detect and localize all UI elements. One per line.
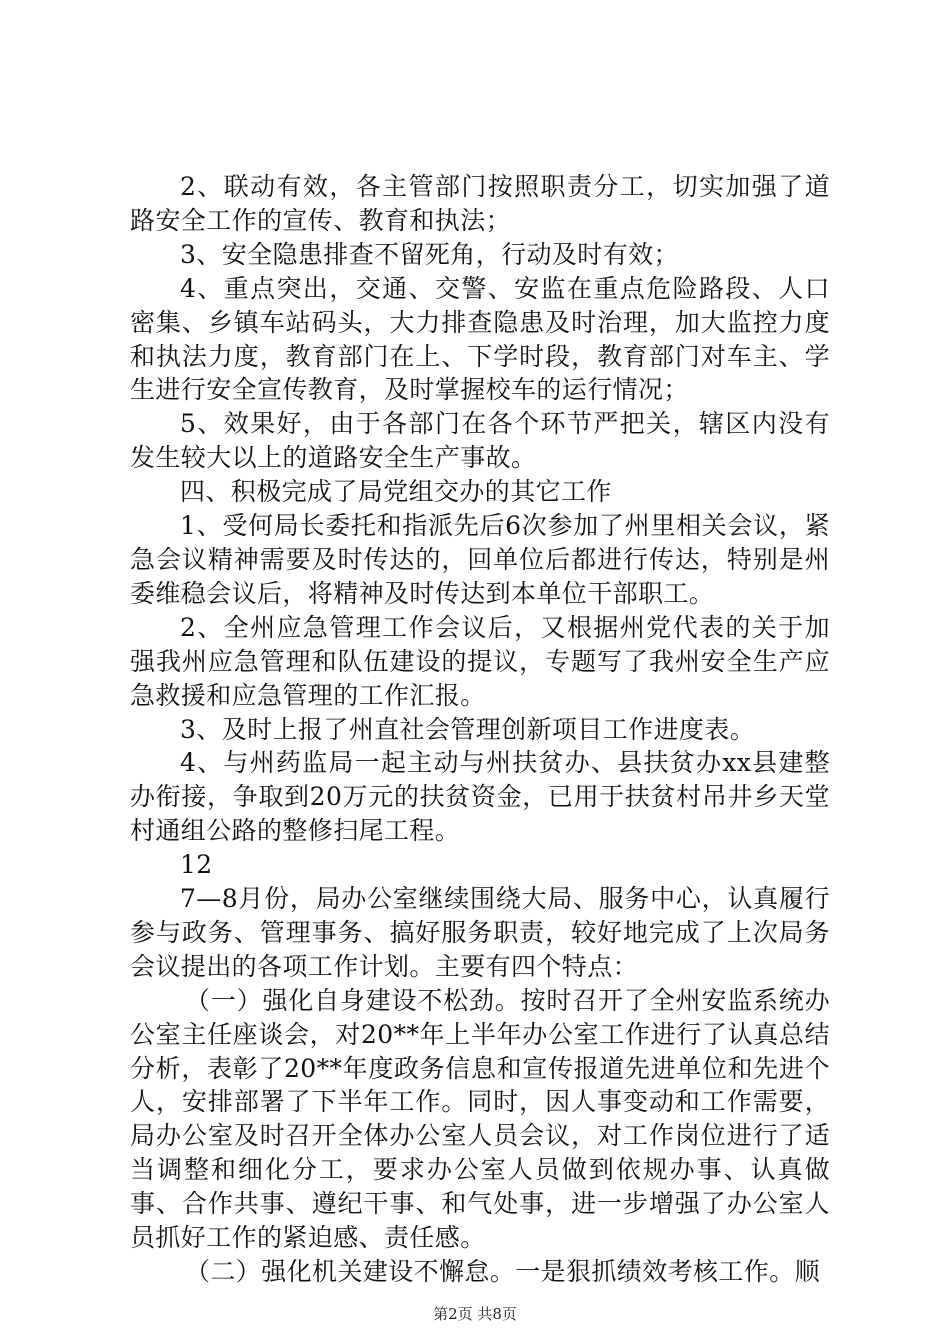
paragraph-item-4: 4、重点突出，交通、交警、安监在重点危险路段、人口密集、乡镇车站码头，大力排查隐患及时治理，加大监控力度和执法力度，教育部门在上、下学时段，教育部门对车主、学生进行安全宣传教育，及时掌握校车的运行情况； <box>130 273 830 405</box>
paragraph-item-2: 2、联动有效，各主管部门按照职责分工，切实加强了道路安全工作的宣传、教育和执法； <box>130 172 830 235</box>
paragraph-item-5: 5、效果好，由于各部门在各个环节严把关，辖区内没有发生较大以上的道路安全生产事故。 <box>130 409 830 473</box>
paragraph-number-12: 12 <box>180 850 213 880</box>
document-body <box>130 170 830 1289</box>
paragraph-item-4-poverty: 4、与州药监局一起主动与州扶贫办、县扶贫办xx县建整办衔接，争取到20万元的扶贫资金，已用于扶贫村吊井乡天堂村通组公路的整修扫尾工程。 <box>130 748 830 846</box>
section-heading-four: 四、积极完成了局党组交办的其它工作 <box>180 477 612 507</box>
paragraph-self-building: （一）强化自身建设不松劲。按时召开了全州安监系统办公室主任座谈会，对20**年上半年办公室工作进行了认真总结分析，表彰了20**年度政务信息和宣传报道先进单位和先进个人，安排部署了下半年工作。同时，因人事变动和工作需要，局办公室及时召开全体办公室人员会议，对工作岗位进行了适当调整和细化分工，要求办公室人员做到依规办事、认真做事、合作共事、遵纪干事、和气处事，进一步增强了办公室人员抓好工作的紧迫感、责任感。 <box>130 985 830 1253</box>
paragraph-july-august: 7—8月份，局办公室继续围绕大局、服务中心，认真履行参与政务、管理事务、搞好服务职责，较好地完成了上次局务会议提出的各项工作计划。主要有四个特点： <box>130 884 830 981</box>
paragraph-item-3: 3、安全隐患排查不留死角，行动及时有效； <box>180 239 679 269</box>
page-footer: 第2页 共8页 <box>433 1305 517 1323</box>
paragraph-item-1-meetings: 1、受何局长委托和指派先后6次参加了州里相关会议，紧急会议精神需要及时传达的，回单位后都进行传达，特别是州委维稳会议后，将精神及时传达到本单位干部职工。 <box>130 511 830 608</box>
paragraph-item-3-report: 3、及时上报了州直社会管理创新项目工作进度表。 <box>180 714 756 744</box>
paragraph-item-2-emergency: 2、全州应急管理工作会议后，又根据州党代表的关于加强我州应急管理和队伍建设的提议，专题写了我州安全生产应急救援和应急管理的工作汇报。 <box>130 612 830 710</box>
paragraph-organ-building: （二）强化机关建设不懈怠。一是狠抓绩效考核工作。顺 <box>185 1257 821 1286</box>
